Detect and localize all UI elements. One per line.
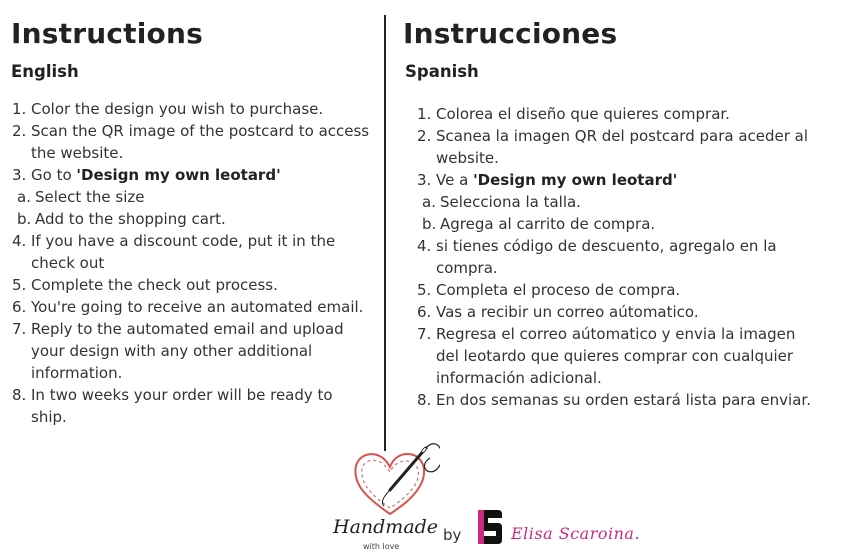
spanish-steps-list	[417, 103, 817, 411]
sublist	[417, 191, 817, 235]
with-love-label: with love	[363, 542, 400, 551]
column-divider	[384, 15, 386, 451]
list-item: 7. Regresa el correo aútomatico y envia la imagen del leotardo que quieres comprar con cualquier información adicional.	[417, 325, 796, 387]
list-item: 3. Go to 'Design my own leotard'	[12, 166, 281, 184]
sublist	[12, 186, 372, 230]
list-item: 4. If you have a discount code, put it in the check out	[12, 232, 336, 272]
sub-list-item: a. Select the size	[17, 188, 145, 206]
sub-list-item: b. Add to the shopping cart.	[17, 210, 226, 228]
list-item: 5. Completa el proceso de compra.	[417, 281, 681, 299]
english-steps-list	[12, 98, 372, 428]
design-my-own-leotard-label: 'Design my own leotard'	[473, 171, 678, 189]
list-item: 5. Complete the check out process.	[12, 276, 278, 294]
footer-branding	[330, 428, 650, 560]
list-item: 1. Colorea el diseño que quieres comprar.	[417, 105, 730, 123]
english-title: Instructions	[11, 17, 203, 50]
list-item: 3. Ve a 'Design my own leotard'	[417, 171, 678, 189]
list-item: 7. Reply to the automated email and upload your design with any other additional information.	[12, 320, 344, 382]
list-item: 2. Scanea la imagen QR del postcard para aceder al website.	[417, 127, 809, 167]
english-language-label: English	[11, 62, 79, 81]
design-my-own-leotard-label: 'Design my own leotard'	[76, 166, 281, 184]
spanish-title: Instrucciones	[403, 17, 618, 50]
heart-needle-icon	[340, 428, 440, 524]
es-brand-logo-icon	[478, 510, 502, 544]
list-item: 8. In two weeks your order will be ready to ship.	[12, 386, 333, 426]
by-label: by	[443, 526, 462, 544]
list-item: 6. You're going to receive an automated email.	[12, 298, 364, 316]
sub-list-item: a. Selecciona la talla.	[422, 193, 581, 211]
handmade-label: Handmade	[333, 516, 439, 538]
list-item: 2. Scan the QR image of the postcard to access the website.	[12, 122, 370, 162]
list-item: 8. En dos semanas su orden estará lista para enviar.	[417, 391, 811, 409]
list-item: 4. si tienes código de descuento, agregalo en la compra.	[417, 237, 777, 277]
spanish-language-label: Spanish	[405, 62, 479, 81]
brand-name: Elisa Scaroina.	[511, 524, 641, 543]
list-item: 6. Vas a recibir un correo aútomatico.	[417, 303, 699, 321]
list-item: 1. Color the design you wish to purchase.	[12, 100, 324, 118]
sub-list-item: b. Agrega al carrito de compra.	[422, 215, 656, 233]
